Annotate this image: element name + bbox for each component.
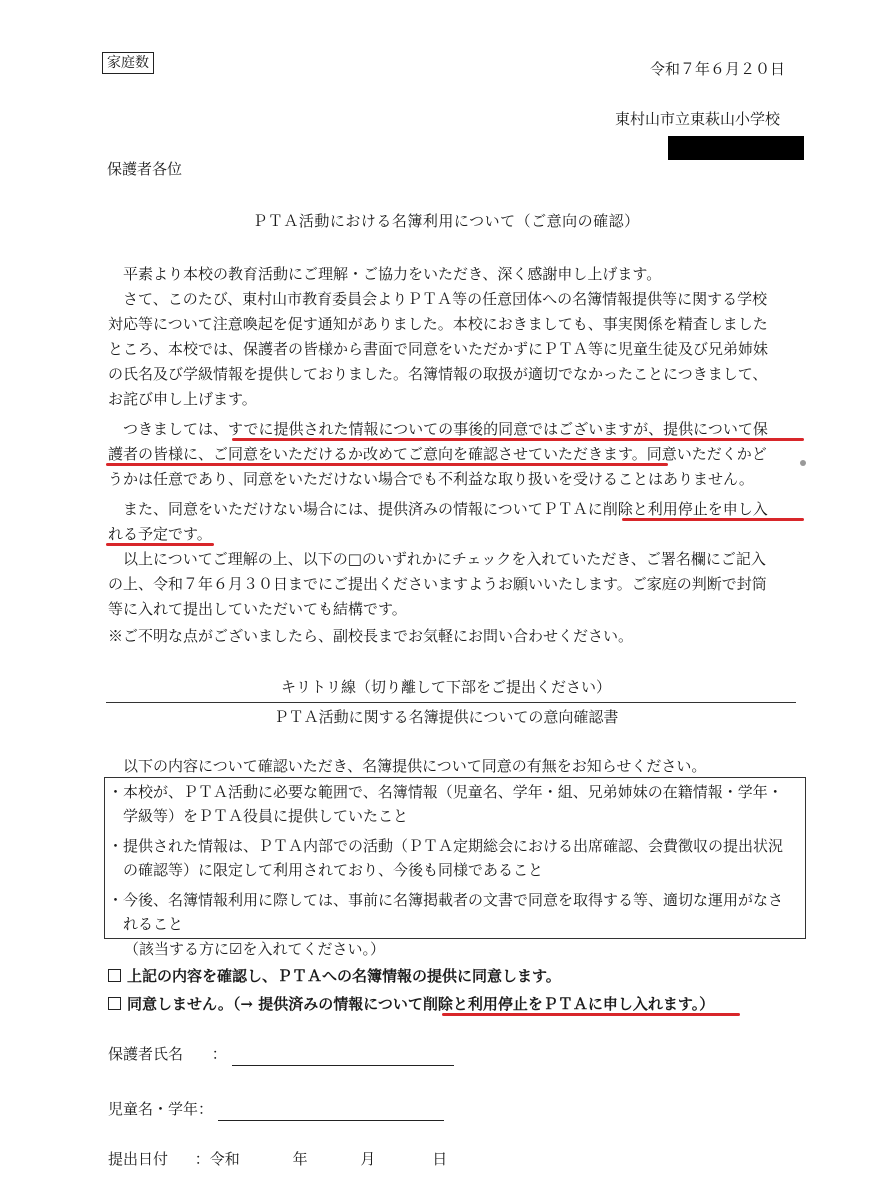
condition-line: れること — [108, 915, 184, 933]
guardian-colon: ： — [211, 1045, 227, 1063]
condition-line: 学級等）をＰＴＡ役員に提供していたこと — [108, 807, 409, 825]
day-unit: 日 — [432, 1150, 448, 1168]
form-title: ＰＴＡ活動に関する名簿提供についての意向確認書 — [273, 708, 619, 726]
child-name-row — [108, 1098, 444, 1121]
child-name-label: 児童名・学年： — [108, 1100, 214, 1118]
red-underline — [442, 1013, 740, 1016]
year-unit: 年 — [292, 1150, 308, 1168]
salutation: 保護者各位 — [107, 160, 183, 178]
redacted-name-block — [668, 136, 804, 160]
body-line: つきましては、すでに提供された情報についての事後的同意ではございますが、提供について保 — [108, 420, 768, 438]
agree-checkbox[interactable] — [108, 969, 121, 982]
body-line: お詫び申し上げます。 — [108, 390, 257, 408]
option-agree[interactable] — [108, 965, 561, 988]
body-line: 以上についてご理解の上、以下の□のいずれかにチェックを入れていただき、ご署名欄にご記入 — [108, 550, 766, 568]
instruction: （該当する方に☑を入れてください。） — [124, 940, 385, 958]
option-disagree-label: 同意しません。（→ 提供済みの情報について削除と利用停止をＰＴＡに申し入れます。） — [127, 995, 715, 1013]
red-underline — [106, 463, 668, 466]
submit-date-row — [108, 1148, 447, 1171]
guardian-name-label: 保護者氏名 — [108, 1045, 184, 1063]
condition-line: の確認等）に限定して利用されており、今後も同様であること — [108, 861, 544, 879]
cut-line-rule — [106, 702, 796, 703]
red-underline — [232, 438, 804, 441]
body-line: の上、令和７年６月３０日までにご提出くださいますようお願いいたします。ご家庭の判断で封筒 — [108, 575, 767, 593]
body-line: うかは任意であり、同意をいただけない場合でも不利益な取り扱いを受けることはありません。 — [108, 470, 754, 488]
condition-line: ・今後、名簿情報利用に際しては、事前に名簿掲載者の文書で同意を取得する等、適切な運用がなさ — [108, 891, 784, 909]
option-agree-label: 上記の内容を確認し、ＰＴＡへの名簿情報の提供に同意します。 — [127, 967, 561, 985]
disagree-checkbox[interactable] — [108, 997, 121, 1010]
body-line: ところ、本校では、保護者の皆様から書面で同意をいただかずにＰＴＡ等に児童生徒及び兄弟姉妹 — [108, 340, 769, 358]
issue-date: 令和７年６月２０日 — [650, 60, 786, 78]
red-underline — [622, 518, 804, 521]
body-line: ※ご不明な点がございましたら、副校長までお気軽にお問い合わせください。 — [108, 627, 634, 645]
guardian-name-row — [108, 1043, 454, 1066]
body-line: れる予定です。 — [108, 525, 212, 543]
guardian-name-field[interactable] — [232, 1047, 454, 1066]
body-line: 護者の皆様に、ご同意をいただけるか改めてご意向を確認させていただきます。同意いただくかど — [108, 445, 767, 463]
body-line: また、同意をいただけない場合には、提供済みの情報についてＰＴＡに削除と利用停止を申し入 — [108, 500, 768, 518]
submit-date-label: 提出日付 — [108, 1150, 169, 1168]
body-line: 等に入れて提出していただいても結構です。 — [108, 600, 407, 618]
submit-date-era: ：令和 — [194, 1150, 240, 1168]
body-line: 対応等について注意喚起を促す通知がありました。本校におきましても、事実関係を精査しました — [108, 315, 768, 333]
school-name: 東村山市立東萩山小学校 — [615, 110, 781, 128]
cut-line-label: キリトリ線（切り離して下部をご提出ください） — [280, 678, 611, 696]
paper-mark — [800, 460, 806, 466]
body-line: さて、このたび、東村山市教育委員会よりＰＴＡ等の任意団体への名簿情報提供等に関する学校 — [108, 290, 768, 308]
form-intro: 以下の内容について確認いただき、名簿提供について同意の有無をお知らせください。 — [108, 757, 707, 775]
red-underline — [106, 543, 214, 546]
condition-line: ・本校が、ＰＴＡ活動に必要な範囲で、名簿情報（児童名、学年・組、兄弟姉妹の在籍情報・学年・ — [108, 783, 783, 801]
month-unit: 月 — [360, 1150, 376, 1168]
body-line: 平素より本校の教育活動にご理解・ご協力をいただき、深く感謝申し上げます。 — [108, 265, 662, 283]
category-tag: 家庭数 — [102, 52, 154, 74]
child-name-field[interactable] — [218, 1102, 444, 1121]
body-line: の氏名及び学級情報を提供しておりました。名簿情報の取扱が適切でなかったことにつきまして、 — [108, 365, 768, 383]
document-title: ＰＴＡ活動における名簿利用について（ご意向の確認） — [252, 212, 640, 230]
condition-line: ・提供された情報は、ＰＴＡ内部での活動（ＰＴＡ定期総会における出席確認、会費徴収の提出状況 — [108, 837, 784, 855]
